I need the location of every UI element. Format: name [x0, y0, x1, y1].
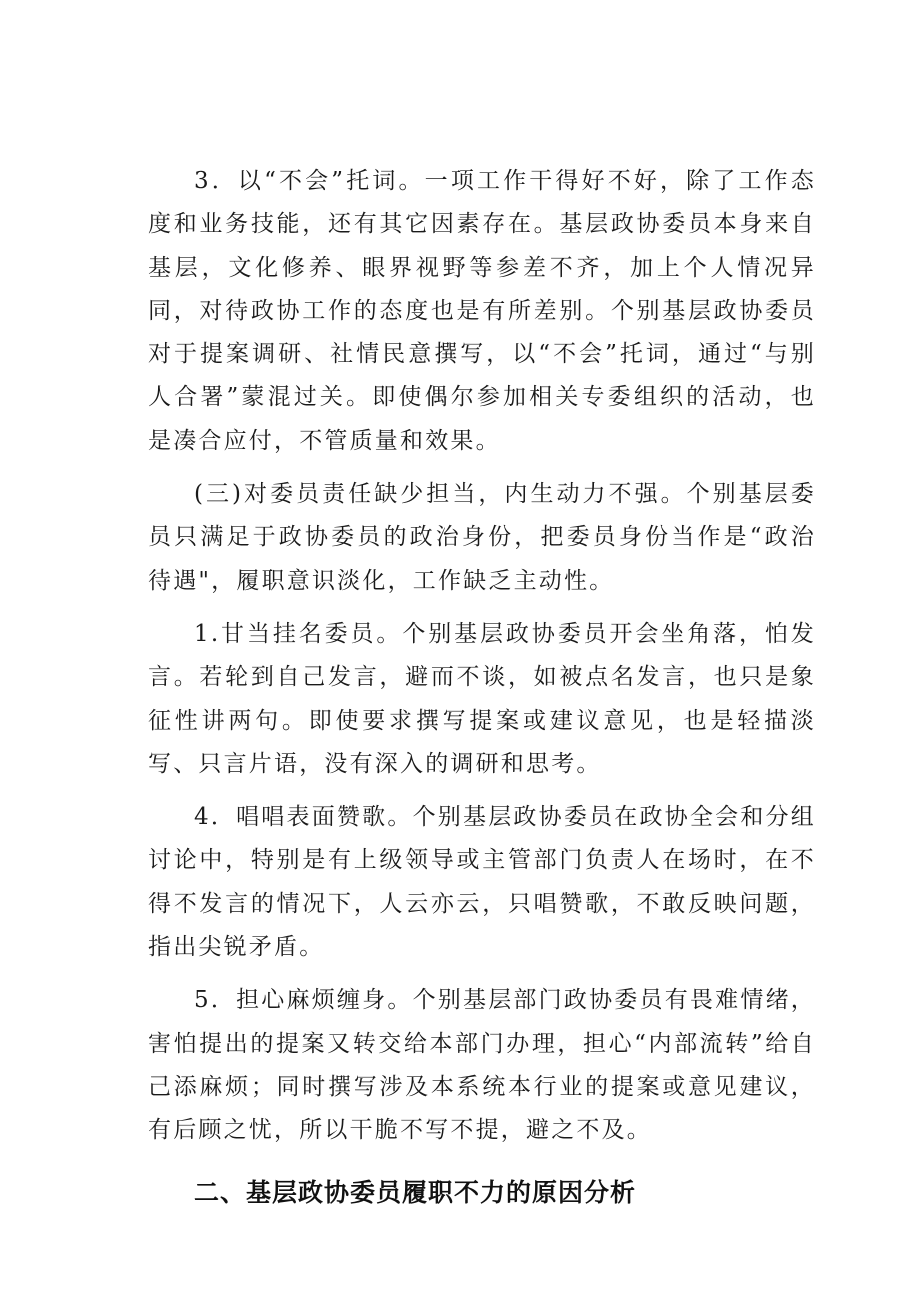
- paragraph-item-3: 3．以“不会”托词。一项工作干得好不好，除了工作态度和业务技能，还有其它因素存在。基层政协委员本身来自基层，文化修养、眼界视野等参差不齐，加上个人情况异同，对待政协工作的态度也是有所差别。个别基层政协委员对于提案调研、社情民意撰写，以“不会”托词，通过“与别人合署”蒙混过关。即使偶尔参加相关专委组织的活动，也是凑合应付，不管质量和效果。: [148, 168, 816, 454]
- paragraph-section-three: (三)对委员责任缺少担当，内生动力不强。个别基层委员只满足于政协委员的政治身份，把委员身份当作是“政治待遇"，履职意识淡化，工作缺乏主动性。: [148, 481, 816, 594]
- document-body: [148, 160, 816, 1214]
- paragraph-item-4: 4．唱唱表面赞歌。个别基层政协委员在政协全会和分组讨论中，特别是有上级领导或主管部门负责人在场时，在不得不发言的情况下，人云亦云，只唱赞歌，不敢反映问题，指出尖锐矛盾。: [148, 804, 816, 961]
- paragraph-item-1: 1.甘当挂名委员。个别基层政协委员开会坐角落，怕发言。若轮到自己发言，避而不谈，如被点名发言，也只是象征性讲两句。即使要求撰写提案或建议意见，也是轻描淡写、只言片语，没有深入的调研和思考。: [148, 620, 816, 777]
- section-heading: 二、基层政协委员履职不力的原因分析: [194, 1177, 637, 1207]
- paragraph-item-5: 5．担心麻烦缠身。个别基层部门政协委员有畏难情绪，害怕提出的提案又转交给本部门办理，担心“内部流转”给自己添麻烦；同时撰写涉及本系统本行业的提案或意见建议，有后顾之忧，所以干脆不写不提，避之不及。: [148, 987, 816, 1144]
